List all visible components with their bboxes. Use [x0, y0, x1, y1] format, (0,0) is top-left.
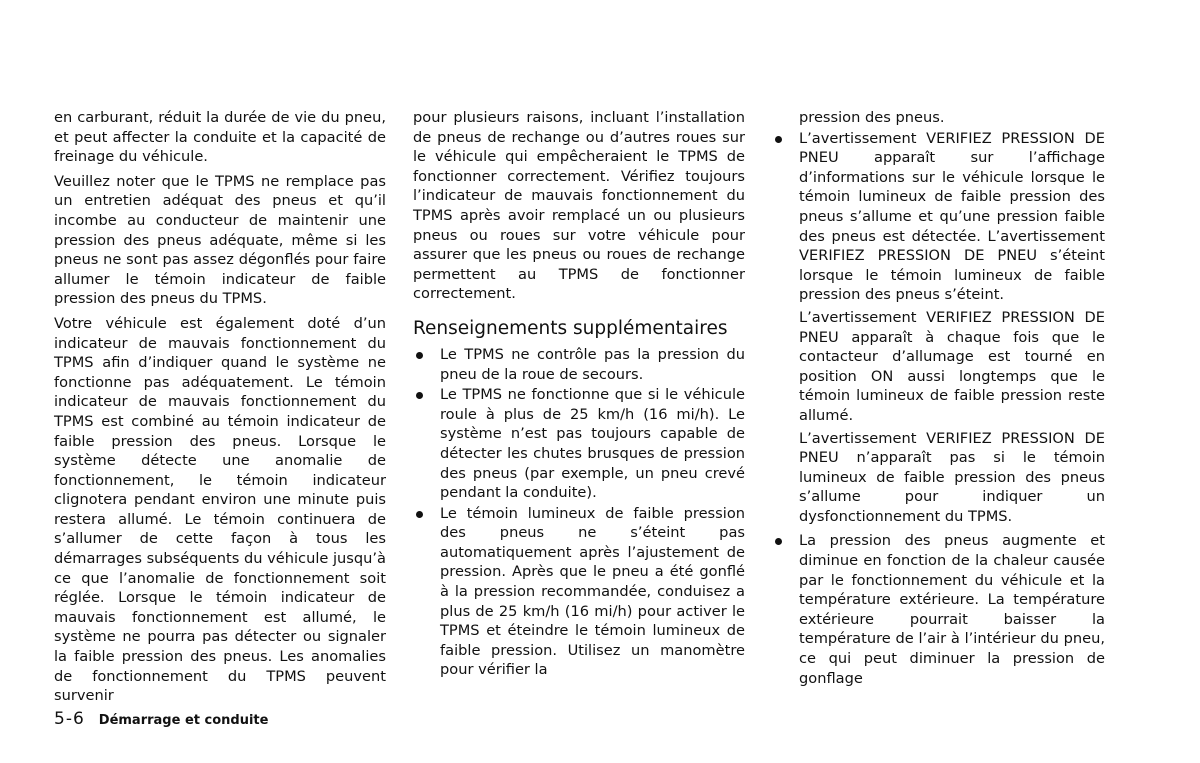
bullet-list — [772, 129, 1105, 305]
section-heading: Renseignements supplémentaires — [413, 317, 728, 339]
text-column-right — [772, 108, 1105, 688]
list-item-text: L’avertissement VERIFIEZ PRESSION DE PNEU apparaît sur l’affichage d’informations sur le véhicule lorsque le témoin lumineux de faible pression des pneus s’allume et qu’une pression faible des pneus est détectée. L’avertissement VERIFIEZ PRESSION DE PNEU s’éteint lorsque le témoin lumineux de faible pression des pneus s’éteint. — [799, 129, 1105, 304]
list-item-text: La pression des pneus augmente et diminue en fonction de la chaleur causée par le fonctionnement du véhicule et la température extérieure. La température extérieure pourrait baisser la température de l’air à l’intérieur du pneu, ce qui peut diminuer la pression de gonflage — [799, 532, 1105, 687]
list-item-text: Le TPMS ne contrôle pas la pression du pneu de la roue de secours. — [440, 345, 745, 383]
page-number: 5-6 — [54, 709, 85, 729]
paragraph-malfunction-reasons: pour plusieurs raisons, incluant l’installation de pneus de rechange ou d’autres roues sur le véhicule qui empêcheraient le TPMS de fonctionner correctement. Vérifiez toujours l’indicateur de mauvais fonctionnement du TPMS après avoir remplacé un ou plusieurs pneus ou roues sur votre véhicule pour assurer que les pneus ou roues de rechange permettent au TPMS de fonctionner correctement. — [413, 109, 745, 303]
list-item — [772, 531, 1105, 688]
list-item-text: Le témoin lumineux de faible pression des pneus ne s’éteint pas automatiquement après l’ajustement de pression. Après que le pneu a été gonflé à la pression recommandée, conduisez a plus de 25 km/h (16 mi/h) pour activer le TPMS et éteindre le témoin lumineux de faible pression. Utilisez un manomètre pour vérifier la — [440, 504, 745, 679]
list-item-text: Le TPMS ne fonctionne que si le véhicule roule à plus de 25 km/h (16 mi/h). Le système n’est pas toujours capable de détecter les chutes brusques de pression des pneus (par exemple, un pneu crevé pendant la conduite). — [440, 386, 745, 502]
bullet-list — [413, 345, 745, 680]
list-item — [413, 385, 745, 503]
text-column-left — [54, 108, 386, 706]
paragraph-malfunction-indicator: Votre véhicule est également doté d’un indicateur de mauvais fonctionnement du TPMS afin d’indiquer quand le système ne fonctionne pas adéquatement. Le témoin indicateur de mauvais fonctionnement du TPMS est combiné au témoin indicateur de faible pression des pneus. Lorsque le système détecte une anomalie de fonctionnement, le témoin indicateur clignotera pendant environ une minute puis restera allumé. Le témoin continuera de s’allumer de cette façon à tous les démarrages subséquents du véhicule jusqu’à ce que l’anomalie de fonctionnement soit réglée. Lorsque le témoin indicateur de mauvais fonctionnement est allumé, le système ne pourra pas détecter ou signaler la faible pression des pneus. Les anomalies de fonctionnement du TPMS peuvent survenir — [54, 314, 386, 705]
section-title: Démarrage et conduite — [98, 713, 269, 728]
list-item — [772, 129, 1105, 305]
bullet-list — [772, 531, 1105, 688]
paragraph-tpms-maintenance: Veuillez noter que le TPMS ne remplace pas un entretien adéquat des pneus et qu’il incombe au conducteur de maintenir une pression des pneus adéquate, même si les pneus ne sont pas assez dégonflés pour faire allumer le témoin indicateur de faible pression des pneus du TPMS. — [54, 172, 386, 308]
list-item — [413, 345, 745, 384]
list-item — [413, 504, 745, 680]
page-footer — [54, 708, 268, 732]
sub-paragraph: L’avertissement VERIFIEZ PRESSION DE PNEU apparaît à chaque fois que le contacteur d’allumage est tourné en position ON aussi longtemps que le témoin lumineux de faible pression reste allumé. — [799, 308, 1105, 424]
paragraph-fuel-effects: en carburant, réduit la durée de vie du pneu, et peut affecter la conduite et la capacité de freinage du véhicule. — [54, 109, 386, 166]
text-column-middle — [413, 108, 745, 680]
sub-paragraph: L’avertissement VERIFIEZ PRESSION DE PNEU n’apparaît pas si le témoin lumineux de faible pression des pneus s’allume pour indiquer un dysfonctionnement du TPMS. — [799, 429, 1105, 525]
paragraph-continuation: pression des pneus. — [799, 109, 945, 126]
